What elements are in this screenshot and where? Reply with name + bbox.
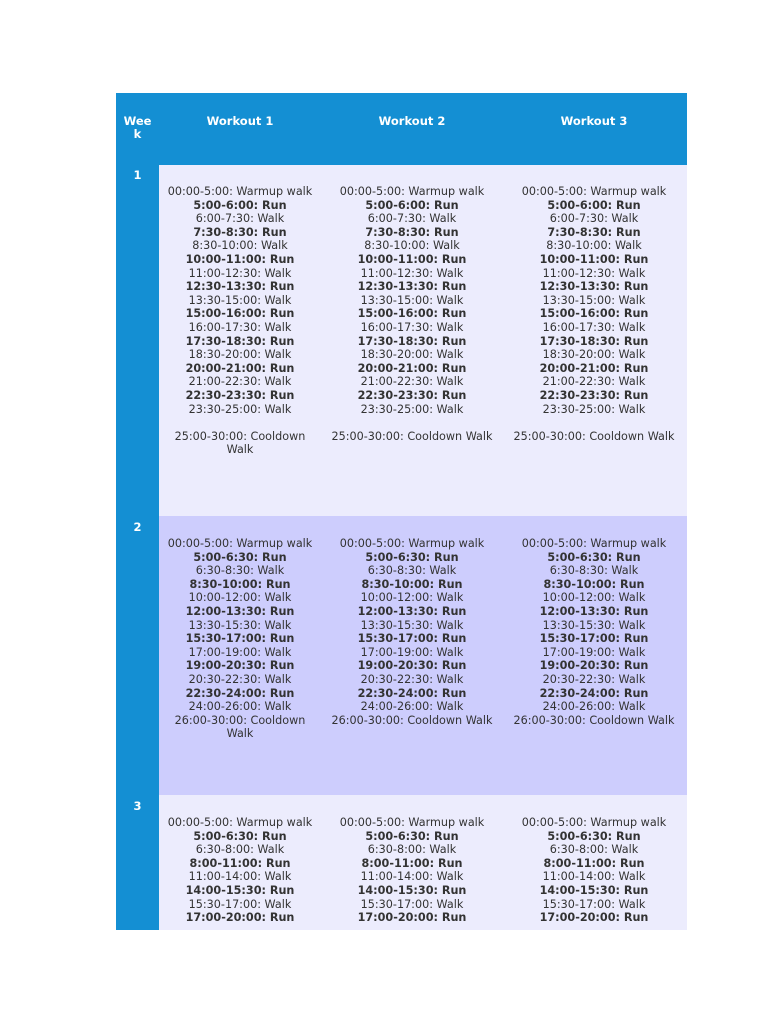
walk-interval: 10:00-12:00: Walk — [188, 591, 292, 605]
walk-interval: 26:00-30:00: Cooldown Walk — [331, 713, 493, 727]
run-interval: 19:00-20:30: Run — [357, 659, 467, 673]
walk-interval: 20:30-22:30: Walk — [360, 672, 464, 686]
walk-interval: 00:00-5:00: Warmup walk — [339, 185, 485, 198]
walk-interval: 15:30-17:00: Walk — [542, 897, 646, 911]
run-interval: 17:00-20:00: Run — [539, 911, 649, 925]
walk-interval: 00:00-5:00: Warmup walk — [167, 537, 313, 550]
run-interval: 5:00-6:00: Run — [193, 198, 287, 212]
walk-interval: 6:30-8:30: Walk — [549, 564, 639, 578]
run-interval: 22:30-23:30: Run — [357, 388, 467, 402]
run-interval: 15:30-17:00: Run — [539, 632, 649, 646]
walk-interval: 13:30-15:30: Walk — [542, 618, 646, 632]
run-interval: 5:00-6:30: Run — [547, 550, 641, 564]
run-interval: 15:30-17:00: Run — [185, 632, 295, 646]
run-interval: 22:30-24:00: Run — [185, 686, 295, 700]
walk-interval: 6:00-7:30: Walk — [549, 212, 639, 226]
run-interval: 14:00-15:30: Run — [539, 883, 649, 897]
run-interval: 22:30-24:00: Run — [357, 686, 467, 700]
run-interval: 5:00-6:00: Run — [547, 198, 641, 212]
header-workout-3-label: Workout 3 — [560, 114, 628, 128]
run-interval: 12:00-13:30: Run — [185, 604, 295, 618]
spacer — [162, 416, 318, 430]
walk-interval: 11:00-12:30: Walk — [360, 266, 464, 280]
run-interval: 22:30-24:00: Run — [539, 686, 649, 700]
run-interval: 17:30-18:30: Run — [539, 334, 649, 348]
walk-interval: 21:00-22:30: Walk — [360, 375, 464, 389]
walk-interval: 16:00-17:30: Walk — [542, 320, 646, 334]
walk-interval: 21:00-22:30: Walk — [542, 375, 646, 389]
table-header-row — [116, 93, 687, 165]
spacer — [328, 416, 496, 430]
walk-interval: 17:00-19:00: Walk — [188, 645, 292, 659]
walk-interval: 20:30-22:30: Walk — [542, 672, 646, 686]
header-workout-2 — [328, 115, 496, 128]
run-interval: 12:30-13:30: Run — [539, 280, 649, 294]
walk-interval: 26:00-30:00: Cooldown Walk — [513, 713, 675, 727]
run-interval: 15:00-16:00: Run — [539, 307, 649, 321]
walk-interval: 17:00-19:00: Walk — [360, 645, 464, 659]
walk-interval: 16:00-17:30: Walk — [188, 320, 292, 334]
walk-interval: 6:30-8:30: Walk — [195, 564, 285, 578]
walk-interval: 23:30-25:00: Walk — [360, 402, 464, 416]
run-interval: 20:00-21:00: Run — [185, 361, 295, 375]
week-3-number: 3 — [133, 799, 142, 813]
run-interval: 8:30-10:00: Run — [189, 577, 291, 591]
walk-interval: 25:00-30:00: Cooldown Walk — [174, 429, 306, 457]
week-2-number: 2 — [133, 520, 142, 534]
run-interval: 19:00-20:30: Run — [539, 659, 649, 673]
walk-interval: 00:00-5:00: Warmup walk — [339, 537, 485, 550]
run-interval: 10:00-11:00: Run — [539, 252, 649, 266]
week-2-workout-3-cell — [510, 537, 678, 727]
walk-interval: 8:30-10:00: Walk — [192, 239, 288, 253]
run-interval: 17:30-18:30: Run — [357, 334, 467, 348]
run-interval: 14:00-15:30: Run — [185, 883, 295, 897]
week-2-workout-1-cell — [162, 537, 318, 741]
walk-interval: 24:00-26:00: Walk — [360, 700, 464, 714]
run-interval: 12:00-13:30: Run — [539, 604, 649, 618]
walk-interval: 00:00-5:00: Warmup walk — [521, 185, 667, 198]
run-interval: 8:00-11:00: Run — [361, 856, 463, 870]
run-interval: 12:30-13:30: Run — [357, 280, 467, 294]
walk-interval: 23:30-25:00: Walk — [188, 402, 292, 416]
run-interval: 15:30-17:00: Run — [357, 632, 467, 646]
walk-interval: 00:00-5:00: Warmup walk — [339, 816, 485, 829]
walk-interval: 6:30-8:00: Walk — [195, 843, 285, 857]
walk-interval: 6:30-8:00: Walk — [549, 843, 639, 857]
walk-interval: 18:30-20:00: Walk — [360, 348, 464, 362]
walk-interval: 11:00-14:00: Walk — [360, 870, 464, 884]
run-interval: 10:00-11:00: Run — [185, 252, 295, 266]
walk-interval: 25:00-30:00: Cooldown Walk — [513, 429, 675, 443]
walk-interval: 10:00-12:00: Walk — [360, 591, 464, 605]
header-workout-3 — [510, 115, 678, 128]
walk-interval: 15:30-17:00: Walk — [188, 897, 292, 911]
walk-interval: 23:30-25:00: Walk — [542, 402, 646, 416]
walk-interval: 13:30-15:00: Walk — [360, 293, 464, 307]
walk-interval: 6:30-8:00: Walk — [367, 843, 457, 857]
walk-interval: 10:00-12:00: Walk — [542, 591, 646, 605]
walk-interval: 6:30-8:30: Walk — [367, 564, 457, 578]
walk-interval: 11:00-12:30: Walk — [542, 266, 646, 280]
week-3-workout-1-cell — [162, 816, 318, 925]
run-interval: 17:00-20:00: Run — [357, 911, 467, 925]
week-2-workout-2-cell — [328, 537, 496, 727]
run-interval: 19:00-20:30: Run — [185, 659, 295, 673]
run-interval: 8:00-11:00: Run — [189, 856, 291, 870]
week-1-workout-1-cell — [162, 185, 318, 457]
run-interval: 15:00-16:00: Run — [185, 307, 295, 321]
run-interval: 5:00-6:30: Run — [365, 829, 459, 843]
walk-interval: 00:00-5:00: Warmup walk — [521, 816, 667, 829]
run-interval: 5:00-6:30: Run — [193, 550, 287, 564]
walk-interval: 00:00-5:00: Warmup walk — [167, 816, 313, 829]
run-interval: 22:30-23:30: Run — [185, 388, 295, 402]
walk-interval: 18:30-20:00: Walk — [542, 348, 646, 362]
header-week-label: Wee k — [123, 114, 152, 141]
walk-interval: 13:30-15:00: Walk — [542, 293, 646, 307]
walk-interval: 13:30-15:00: Walk — [188, 293, 292, 307]
run-interval: 7:30-8:30: Run — [547, 225, 641, 239]
header-workout-1 — [162, 115, 318, 128]
run-interval: 8:00-11:00: Run — [543, 856, 645, 870]
run-interval: 5:00-6:30: Run — [193, 829, 287, 843]
walk-interval: 26:00-30:00: Cooldown Walk — [174, 713, 306, 741]
walk-interval: 11:00-14:00: Walk — [542, 870, 646, 884]
week-3-workout-2-cell — [328, 816, 496, 925]
header-week — [116, 115, 159, 141]
header-workout-1-label: Workout 1 — [206, 114, 274, 128]
run-interval: 7:30-8:30: Run — [193, 225, 287, 239]
run-interval: 5:00-6:30: Run — [547, 829, 641, 843]
run-interval: 14:00-15:30: Run — [357, 883, 467, 897]
spacer — [510, 416, 678, 430]
walk-interval: 21:00-22:30: Walk — [188, 375, 292, 389]
run-interval: 8:30-10:00: Run — [543, 577, 645, 591]
walk-interval: 00:00-5:00: Warmup walk — [167, 185, 313, 198]
run-interval: 20:00-21:00: Run — [357, 361, 467, 375]
walk-interval: 8:30-10:00: Walk — [546, 239, 642, 253]
week-column — [116, 165, 159, 930]
run-interval: 10:00-11:00: Run — [357, 252, 467, 266]
run-interval: 5:00-6:30: Run — [365, 550, 459, 564]
week-3-workout-3-cell — [510, 816, 678, 925]
header-workout-2-label: Workout 2 — [378, 114, 446, 128]
run-interval: 20:00-21:00: Run — [539, 361, 649, 375]
walk-interval: 24:00-26:00: Walk — [542, 700, 646, 714]
run-interval: 17:30-18:30: Run — [185, 334, 295, 348]
walk-interval: 20:30-22:30: Walk — [188, 672, 292, 686]
walk-interval: 18:30-20:00: Walk — [188, 348, 292, 362]
training-plan-table — [116, 93, 687, 930]
week-1-workout-3-cell — [510, 185, 678, 443]
walk-interval: 13:30-15:30: Walk — [188, 618, 292, 632]
run-interval: 12:00-13:30: Run — [357, 604, 467, 618]
walk-interval: 11:00-14:00: Walk — [188, 870, 292, 884]
walk-interval: 11:00-12:30: Walk — [188, 266, 292, 280]
walk-interval: 00:00-5:00: Warmup walk — [521, 537, 667, 550]
run-interval: 8:30-10:00: Run — [361, 577, 463, 591]
walk-interval: 24:00-26:00: Walk — [188, 700, 292, 714]
walk-interval: 13:30-15:30: Walk — [360, 618, 464, 632]
week-1-number: 1 — [133, 168, 142, 182]
run-interval: 17:00-20:00: Run — [185, 911, 295, 925]
run-interval: 7:30-8:30: Run — [365, 225, 459, 239]
run-interval: 12:30-13:30: Run — [185, 280, 295, 294]
week-1-workout-2-cell — [328, 185, 496, 443]
walk-interval: 17:00-19:00: Walk — [542, 645, 646, 659]
walk-interval: 15:30-17:00: Walk — [360, 897, 464, 911]
walk-interval: 6:00-7:30: Walk — [367, 212, 457, 226]
run-interval: 5:00-6:00: Run — [365, 198, 459, 212]
walk-interval: 16:00-17:30: Walk — [360, 320, 464, 334]
run-interval: 22:30-23:30: Run — [539, 388, 649, 402]
walk-interval: 8:30-10:00: Walk — [364, 239, 460, 253]
walk-interval: 25:00-30:00: Cooldown Walk — [331, 429, 493, 443]
run-interval: 15:00-16:00: Run — [357, 307, 467, 321]
walk-interval: 6:00-7:30: Walk — [195, 212, 285, 226]
